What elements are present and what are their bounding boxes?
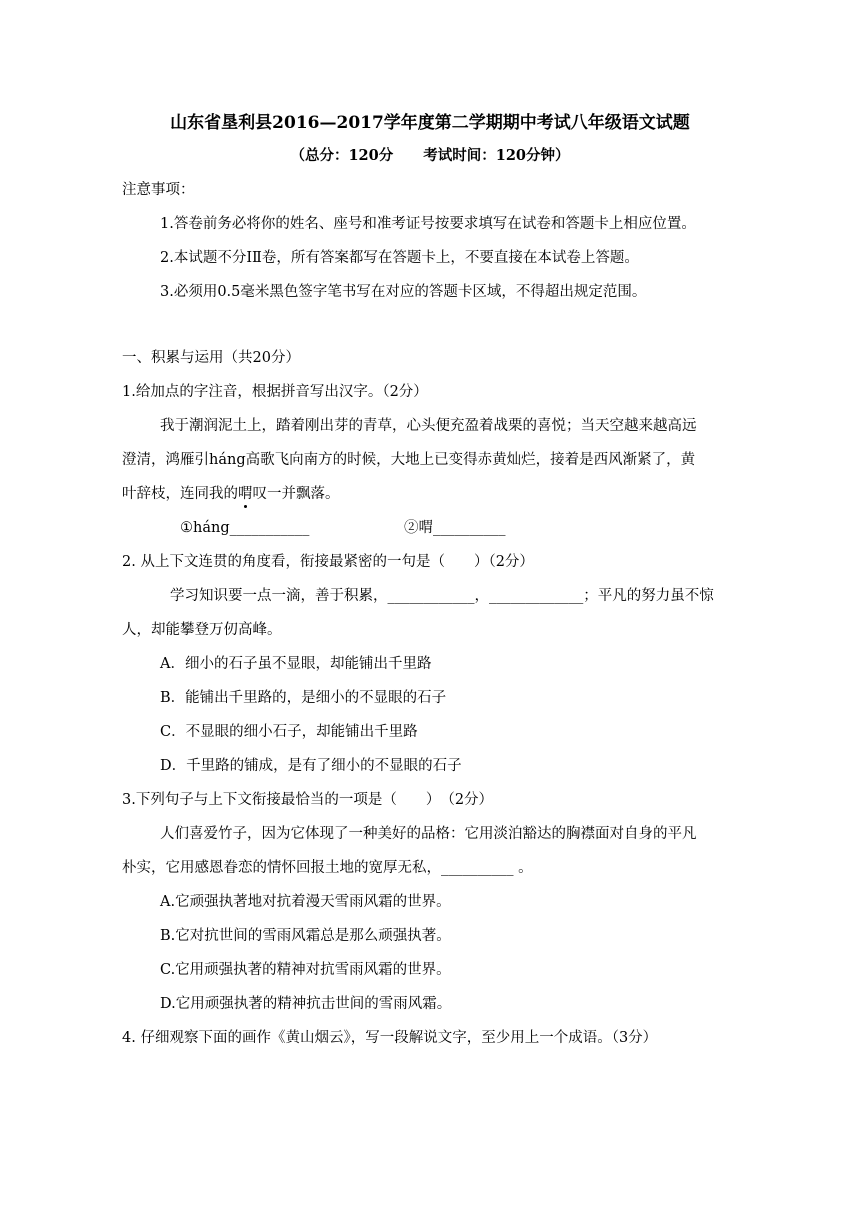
question-4-stem: 4. 仔细观察下面的画作《黄山烟云》，写一段解说文字，至少用上一个成语。（3分） [122,1030,658,1046]
question-2-option-d: D．千里路的铺成，是有了细小的不显眼的石子 [160,758,462,774]
question-3-stem: 3.下列句子与上下文衔接最恰当的一项是（ ） （2分） [122,792,494,808]
question-3-para-line: 人们喜爱竹子，因为它体现了一种美好的品格：它用淡泊豁达的胸襟面对自身的平凡 [160,826,697,842]
exam-time: 考试时间：120分钟） [423,147,570,164]
question-2-stem: 2. 从上下文连贯的角度看，衔接最紧密的一句是（ ）（2分） [122,554,534,570]
question-2-option-b: B．能铺出千里路的，是细小的不显眼的石子 [160,690,447,706]
answer-blank-1: ①háng___________ [180,520,310,536]
notice-heading: 注意事项： [122,182,195,198]
question-3-option-a: A.它顽强执著地对抗着漫天雪雨风霜的世界。 [160,894,451,910]
question-2-para-line: 人，却能攀登万仞高峰。 [122,622,282,638]
question-3-option-b: B.它对抗世间的雪雨风霜总是那么顽强执著。 [160,928,451,944]
question-3-option-c: C.它用顽强执著的精神对抗雪雨风霜的世界。 [160,962,451,978]
answer-blank-2: ②喟__________ [404,520,506,536]
question-3-para-line: 朴实，它用感恩眷恋的情怀回报土地的宽厚无私，__________ 。 [122,860,533,876]
total-score: （总分：120分 [290,147,394,164]
notice-item-3: 3.必须用0.5毫米黑色签字笔书写在对应的答题卡区域，不得超出规定范围。 [160,284,647,300]
notice-item-1: 1.答卷前务必将你的姓名、座号和准考证号按要求填写在试卷和答题卡上相应位置。 [160,216,696,232]
exam-title: 山东省垦利县2016—2017学年度第二学期期中考试八年级语文试题 [170,113,690,133]
question-3-option-d: D.它用顽强执著的精神抗击世间的雪雨风霜。 [160,996,452,1012]
dotted-character: 喟 [238,486,253,502]
notice-item-2: 2.本试题不分ⅠⅡ卷，所有答案都写在答题卡上，不要直接在本试卷上答题。 [160,250,639,266]
question-1-para-line: 澄清，鸿雁引háng高歌飞向南方的时候，大地上已变得赤黄灿烂，接着是西风渐紧了，黄 [122,452,696,468]
section-heading: 一、积累与运用（共20分） [122,350,300,366]
question-2-option-c: C．不显眼的细小石子，却能铺出千里路 [160,724,418,740]
question-1-stem: 1.给加点的字注音，根据拼音写出汉字。（2分） [122,384,428,400]
exam-subtitle [0,146,860,166]
question-1-para-line: 我于潮润泥土上，踏着刚出芽的青草，心头便充盈着战栗的喜悦；当天空越来越高远 [160,418,697,434]
question-1-para-line: 叶辞枝，连同我的喟叹一并飘落。 [122,486,340,502]
question-2-option-a: A．细小的石子虽不显眼，却能铺出千里路 [160,656,432,672]
question-2-para-line: 学习知识要一点一滴，善于积累，____________，_____________；平凡的努力虽不惊 [170,588,714,604]
